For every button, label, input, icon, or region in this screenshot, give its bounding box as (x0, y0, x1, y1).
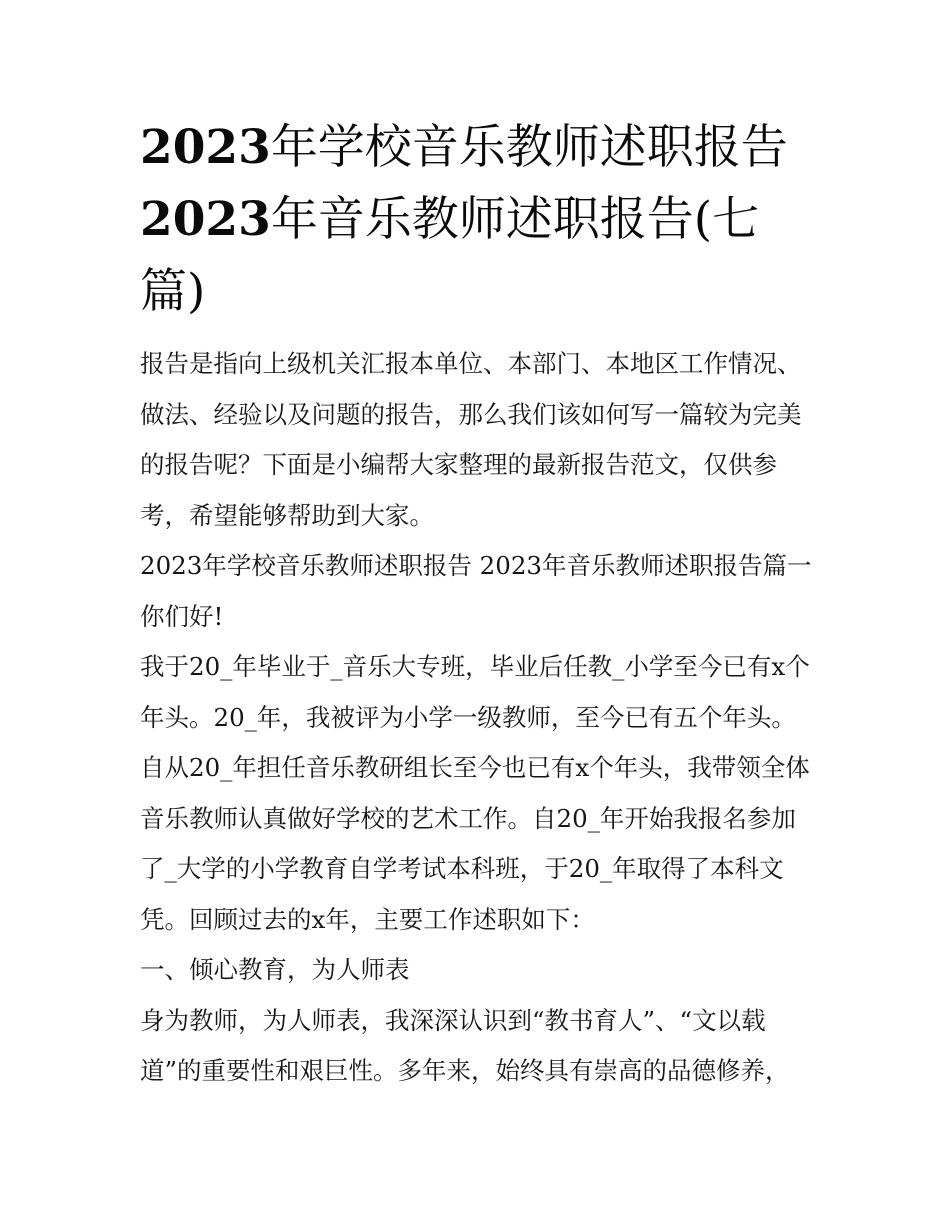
greeting: 你们好! (140, 601, 224, 631)
subheading: 一、倾心教育，为人师表 (140, 955, 410, 984)
document-page (140, 112, 815, 1097)
title-year-1: 2023 (140, 120, 271, 175)
body-paragraph-2: 身为教师，为人师表，我深深认识到“教书育人”、“文以载道”的重要性和艰巨性。多年来，始终具有崇高的品德修养， (140, 1005, 790, 1085)
title-year-2: 2023 (140, 192, 271, 247)
title-text-2: 年音乐教师述职报告(七篇) (140, 192, 760, 319)
intro-paragraph: 报告是指向上级机关汇报本单位、本部门、本地区工作情况、做法、经验以及问题的报告，那么我们该如何写一篇较为完美的报告呢？下面是小编帮大家整理的最新报告范文，仅供参考，希望能够帮助到大家。 (140, 349, 802, 530)
body-paragraph: 我于20_年毕业于_音乐大专班，毕业后任教_小学至今已有x个年头。20_年，我被评为小学一级教师，至今已有五个年头。自从20_年担任音乐教研组长至今也已有x个年头，我带领全体音乐教师认真做好学校的艺术工作。自20_年开始我报名参加了_大学的小学教育自学考试本科班，于20_年取得了本科文凭。回顾过去的x年，主要工作述职如下： (140, 652, 810, 934)
document-title (140, 112, 815, 328)
title-text-1: 年学校音乐教师述职报告 (270, 120, 788, 175)
section-heading: 2023年学校音乐教师述职报告 2023年音乐教师述职报告篇一 (140, 551, 812, 580)
